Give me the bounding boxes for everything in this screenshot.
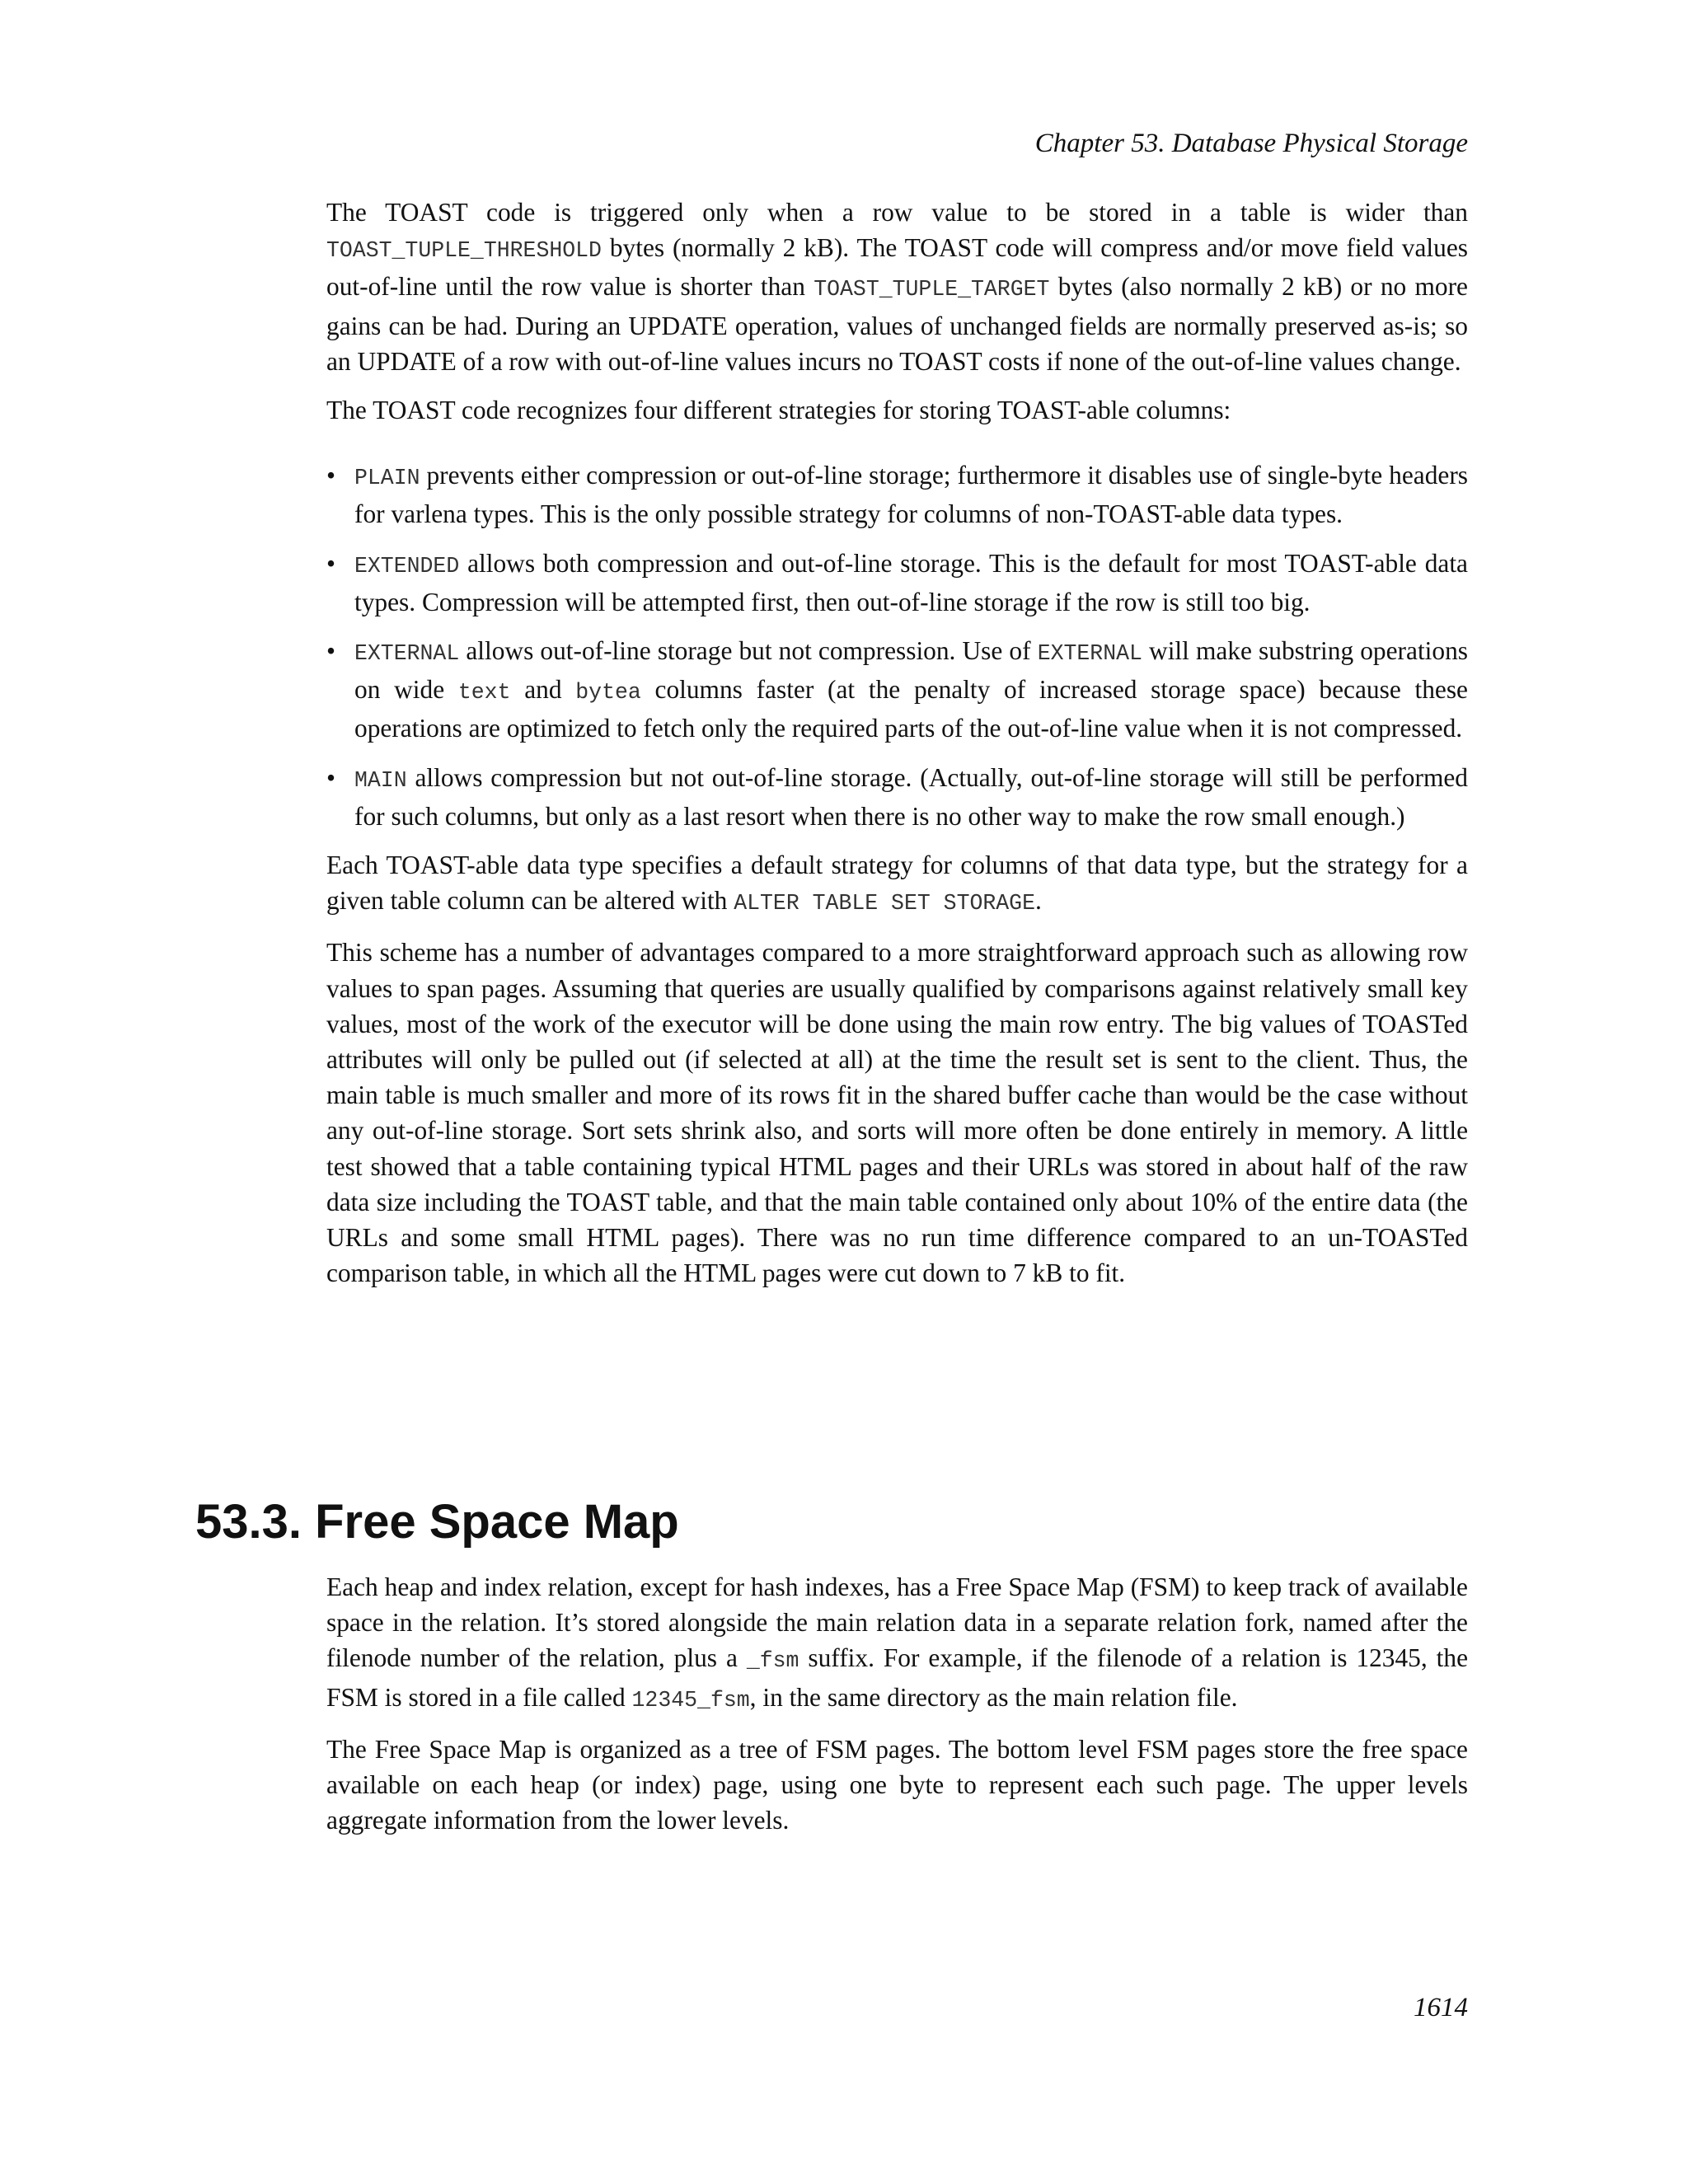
fsm-intro-paragraph (326, 1569, 1468, 1718)
code-literal: EXTENDED (354, 553, 460, 579)
bullet-icon: • (326, 636, 335, 666)
code-literal: 12345_fsm (631, 1687, 750, 1713)
strategies-intro-paragraph: The TOAST code recognizes four different strategies for storing TOAST-able columns: (326, 396, 1231, 425)
text-run: will make substring operations on wide (354, 636, 1468, 705)
text-run: allows out-of-line storage but not compression. Use of (459, 636, 1038, 666)
text-run: columns faster (at the penalty of increased storage space) because these operations are optimized to fetch only the required parts of the out-of-line value when it is not compressed. (354, 675, 1468, 743)
code-literal: MAIN (354, 767, 407, 793)
toast-section-body (326, 194, 1468, 1291)
text-run: , in the same directory as the main relation file. (749, 1682, 1238, 1712)
bullet-icon: • (326, 762, 335, 792)
code-literal: TOAST_TUPLE_THRESHOLD (326, 238, 602, 264)
page-number: 1614 (1414, 1993, 1468, 2022)
text-run: Each heap and index relation, except for hash indexes, has a Free Space Map (FSM) to keep track of available space in the relation. It’s stored alongside the main relation data in a separate relation fork, named after the filenode number of the relation, plus a (326, 1572, 1468, 1673)
code-literal: _fsm (746, 1648, 799, 1674)
text-run: and (510, 675, 576, 705)
default-strategy-paragraph (326, 847, 1468, 921)
text-run: bytes (also normally 2 kB) or no more gains can be had. During an UPDATE operation, values of unchanged fields are normally preserved as-is; so an UPDATE of a row with out-of-line values incurs no TOAST costs if none of the out-of-line values change. (326, 272, 1468, 376)
toast-intro-paragraph (326, 194, 1468, 379)
code-literal: EXTERNAL (354, 641, 460, 667)
running-header: Chapter 53. Database Physical Storage (1034, 129, 1468, 158)
code-literal: text (457, 680, 511, 705)
fsm-section-body (326, 1569, 1468, 1838)
code-literal: EXTERNAL (1037, 641, 1142, 667)
code-literal: PLAIN (354, 466, 420, 491)
list-item-external (326, 633, 1468, 747)
bullet-icon: • (326, 461, 335, 490)
advantages-paragraph: This scheme has a number of advantages compared to a more straightforward approach such as allowing row values to span pages. Assuming that queries are usually qualified by comparisons against relatively small key values, most of the work of the executor will be done using the main row entry. The big values of TOASTed attributes will only be pulled out (if selected at all) at the time the result set is sent to the client. Thus, the main table is much smaller and more of its rows fit in the shared buffer cache than would be the case without any out-of-line storage. Sort sets shrink also, and sorts will more often be done entirely in memory. A little test showed that a table containing typical HTML pages and their URLs was stored in about half of the raw data size including the TOAST table, and that the main table contained only about 10% of the entire data (the URLs and some small HTML pages). There was no run time difference compared to an un-TOASTed comparison table, in which all the HTML pages were cut down to 7 kB to fit. (326, 938, 1468, 1288)
fsm-tree-paragraph: The Free Space Map is organized as a tree of FSM pages. The bottom level FSM pages store the free space available on each heap (or index) page, using one byte to represent each such page. The upper levels aggregate information from the lower levels. (326, 1734, 1468, 1835)
section-heading: 53.3. Free Space Map (195, 1495, 679, 1549)
text-run: The TOAST code is triggered only when a row value to be stored in a table is wider than (326, 198, 1468, 227)
text-run: allows both compression and out-of-line storage. This is the default for most TOAST-able data types. Compression will be attempted first, then out-of-line storage if the row is still too big. (354, 548, 1468, 616)
list-item-main (326, 760, 1468, 834)
text-run: . (1034, 886, 1042, 916)
strategies-list (326, 457, 1468, 834)
text-run: Each TOAST-able data type specifies a default strategy for columns of that data type, but the strategy for a given table column can be altered with (326, 851, 1468, 916)
list-item-plain (326, 457, 1468, 532)
code-literal: bytea (575, 680, 641, 705)
text-run: bytes (normally 2 kB). The TOAST code will compress and/or move field values out-of-line until the row value is shorter than (326, 233, 1468, 302)
list-item-extended (326, 546, 1468, 620)
text-run: allows compression but not out-of-line storage. (Actually, out-of-line storage will still be performed for such columns, but only as a last resort when there is no other way to make the row small enough.) (354, 762, 1468, 831)
text-run: suffix. For example, if the filenode of a relation is 12345, the FSM is stored in a file called (326, 1643, 1469, 1712)
text-run: prevents either compression or out-of-line storage; furthermore it disables use of single-byte headers for varlena types. This is the only possible strategy for columns of non-TOAST-able data types. (354, 461, 1468, 529)
code-literal: ALTER TABLE SET STORAGE (734, 891, 1035, 916)
bullet-icon: • (326, 548, 335, 578)
code-literal: TOAST_TUPLE_TARGET (814, 277, 1050, 302)
